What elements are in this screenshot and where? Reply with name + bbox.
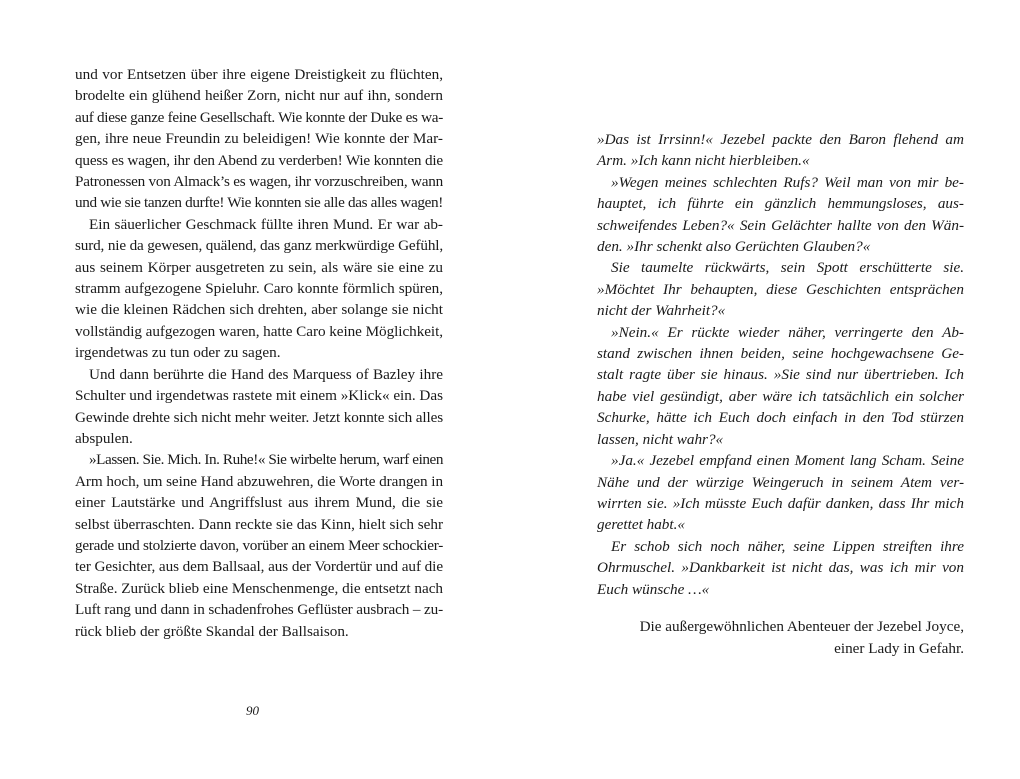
text-line: selbst überraschten. Dann reckte sie das Kinn, hielt sich sehr xyxy=(75,515,444,533)
closing-title xyxy=(597,616,964,660)
text-line: Patronessen von Almack’s es wagen, ihr vorzuschreiben, wann xyxy=(75,173,444,191)
text-line: stand zwischen ihnen beiden, seine hochgewachsene Ge- xyxy=(597,345,964,363)
text-line: surd, nie da gewesen, quälend, das ganz merkwürdige Gefühl, xyxy=(75,237,444,255)
page-number: 90 xyxy=(246,703,259,718)
right-page-text xyxy=(597,129,964,600)
text-line: Ohrmuschel. »Dankbarkeit ist nicht das, was ich mir von xyxy=(597,559,964,577)
text-line: Er schob sich noch näher, seine Lippen streiften ihre xyxy=(611,537,964,555)
text-line: Gewinde drehte sich nicht mehr weiter. Jetzt konnte sich alles xyxy=(75,408,443,426)
text-line: Straße. Zurück blieb eine Menschenmenge, die entsetzt nach xyxy=(75,579,443,597)
text-line: Sie taumelte rückwärts, sein Spott erschütterte sie. xyxy=(611,259,964,277)
text-line: stalt ragte über sie hinaus. »Sie sind nur übertrieben. Ich xyxy=(597,366,964,384)
text-line: »Lassen. Sie. Mich. In. Ruhe!« Sie wirbelte herum, warf einen xyxy=(89,451,444,469)
text-line: nicht der Wahrheit?« xyxy=(597,302,726,320)
text-line: Ein säuerlicher Geschmack füllte ihren Mund. Er war ab- xyxy=(89,215,443,233)
text-line: Und dann berührte die Hand des Marquess of Bazley ihre xyxy=(89,365,443,383)
text-line: »Nein.« Er rückte wieder näher, verringerte den Ab- xyxy=(611,323,964,341)
text-line: Nähe und der würzige Weingeruch in seinem Atem ver- xyxy=(597,473,964,491)
text-line: »Das ist Irrsinn!« Jezebel packte den Baron flehend am xyxy=(597,131,964,148)
text-line: Arm hoch, um seine Hand abzuwehren, die Worte drangen in xyxy=(75,472,443,490)
text-line: gerettet habt.« xyxy=(597,516,686,534)
text-line: »Möchtet Ihr behaupten, diese Geschichten entsprächen xyxy=(597,280,964,298)
text-line: gerade und stolzierte davon, vorüber an einem Meer schockier- xyxy=(75,536,444,554)
right-page xyxy=(510,0,1020,779)
text-line: lassen, nicht wahr?« xyxy=(597,430,724,448)
text-line: und vor Entsetzen über ihre eigene Dreistigkeit zu flüchten, xyxy=(75,66,443,83)
text-line: schweifendes Leben?« Sein Gelächter hallte von den Wän- xyxy=(597,216,964,234)
text-line: wie die kleinen Rädchen sich drehten, aber solange sie nicht xyxy=(75,301,443,319)
text-line: vollständig aufgezogen waren, hatte Caro keine Möglichkeit, xyxy=(75,322,444,340)
text-line: Die außergewöhnlichen Abenteuer der Jezebel Joyce, xyxy=(639,618,964,635)
text-line: einer Lautstärke und Angriffslust aus ihrem Mund, die sie xyxy=(75,494,443,512)
text-line: brodelte ein glühend heißer Zorn, nicht nur auf ihn, sondern xyxy=(75,87,443,105)
text-line: stramm aufgezogene Spieluhr. Caro konnte förmlich spüren, xyxy=(75,280,443,298)
text-line: quess es wagen, ihr den Abend zu verderben! Wie konnten die xyxy=(75,151,443,169)
text-line: rück blieb der größte Skandal der Ballsaison. xyxy=(75,622,349,640)
text-line: aus seinem Körper ausgetreten zu sein, als wäre sie eine zu xyxy=(75,258,443,276)
text-line: »Wegen meines schlechten Rufs? Weil man von mir be- xyxy=(611,173,964,191)
text-line: einer Lady in Gefahr. xyxy=(834,640,964,657)
text-line: gen, ihre neue Freundin zu beleidigen! Wie konnte der Mar- xyxy=(75,130,443,148)
text-line: Schurke, hätte ich Euch doch einfach in den Tod stürzen xyxy=(597,409,964,427)
text-line: Euch wünsche …« xyxy=(597,580,710,598)
text-line: den. »Ihr schenkt also Gerüchten Glauben?« xyxy=(597,238,871,256)
text-line: auf diese ganze feine Gesellschaft. Wie konnte der Duke es wa- xyxy=(75,108,443,126)
text-line: ter Gesichter, aus dem Ballsaal, aus der Vordertür und auf die xyxy=(75,558,443,576)
text-line: hauptet, ich führte ein gänzlich hemmungsloses, aus- xyxy=(597,195,964,213)
text-line: irgendetwas zu tun oder zu sagen. xyxy=(75,344,281,362)
text-line: wirrten sie. »Ich müsste Euch dafür danken, dass Ihr mich xyxy=(597,494,964,512)
text-line: »Ja.« Jezebel empfand einen Moment lang Scham. Seine xyxy=(611,452,964,470)
text-line: Luft rang und dann in schadenfrohes Geflüster ausbrach – zu- xyxy=(75,601,444,619)
text-line: und wie sie tanzen durfte! Wie konnten sie alle das alles wagen! xyxy=(75,194,444,212)
left-page-text xyxy=(75,64,443,642)
text-line: habe viel gesündigt, aber wäre ich tatsächlich ein solcher xyxy=(597,387,964,405)
text-line: abspulen. xyxy=(75,429,133,447)
text-line: Arm. »Ich kann nicht hierbleiben.« xyxy=(597,152,810,170)
text-line: Schulter und irgendetwas rastete mit einem »Klick« ein. Das xyxy=(75,387,443,405)
